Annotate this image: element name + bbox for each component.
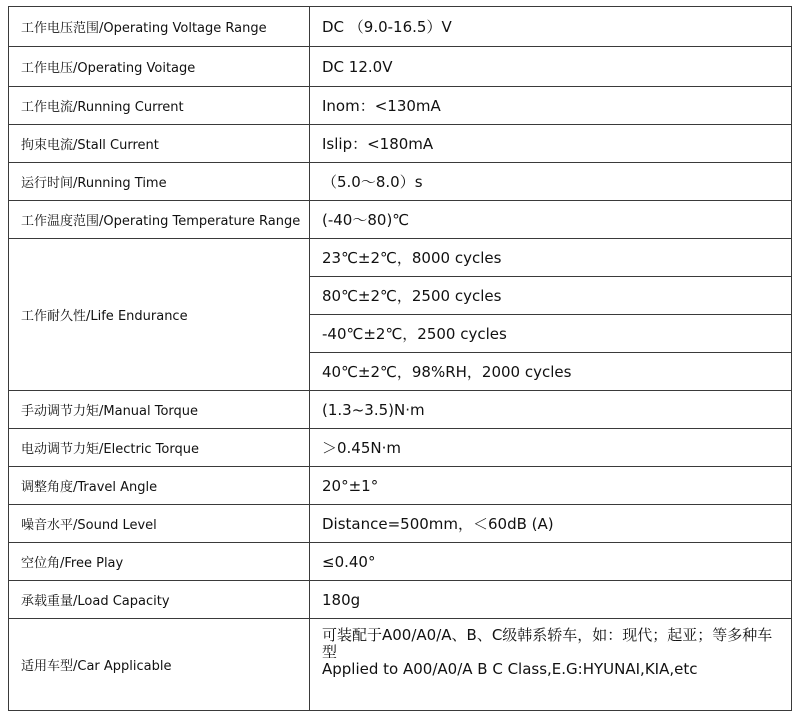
spec-label: 工作温度范围/Operating Temperature Range — [9, 201, 310, 239]
spec-label: 工作电流/Running Current — [9, 87, 310, 125]
spec-label: 工作电压范围/Operating Voltage Range — [9, 7, 310, 47]
spec-value: Islip：<180mA — [310, 125, 792, 163]
spec-label: 空位角/Free Play — [9, 543, 310, 581]
spec-label: 噪音水平/Sound Level — [9, 505, 310, 543]
table-row — [9, 581, 792, 619]
spec-value: ＞0.45N·m — [310, 429, 792, 467]
spec-value: Distance=500mm，＜60dB (A) — [310, 505, 792, 543]
spec-value: DC 12.0V — [310, 47, 792, 87]
spec-label: 承载重量/Load Capacity — [9, 581, 310, 619]
spec-label: 工作耐久性/Life Endurance — [9, 239, 310, 391]
table-row — [9, 7, 792, 47]
spec-value: 20°±1° — [310, 467, 792, 505]
spec-value: 80℃±2℃，2500 cycles — [310, 277, 792, 315]
table-row — [9, 163, 792, 201]
table-row — [9, 429, 792, 467]
spec-value: 40℃±2℃，98%RH，2000 cycles — [310, 353, 792, 391]
spec-label: 电动调节力矩/Electric Torque — [9, 429, 310, 467]
table-row — [9, 125, 792, 163]
table-row — [9, 467, 792, 505]
spec-label: 适用车型/Car Applicable — [9, 619, 310, 711]
spec-value: (-40～80)℃ — [310, 201, 792, 239]
spec-value: ≤0.40° — [310, 543, 792, 581]
table-row — [9, 87, 792, 125]
spec-value — [310, 619, 792, 711]
car-applicable-english: Applied to A00/A0/A B C Class,E.G:HYUNAI,KIA,etc — [322, 660, 698, 678]
spec-label: 调整角度/Travel Angle — [9, 467, 310, 505]
spec-value: 23℃±2℃，8000 cycles — [310, 239, 792, 277]
table-row — [9, 239, 792, 277]
table-row — [9, 505, 792, 543]
spec-value: -40℃±2℃，2500 cycles — [310, 315, 792, 353]
table-row — [9, 47, 792, 87]
table-row — [9, 619, 792, 711]
car-applicable-chinese: 可装配于A00/A0/A、B、C级韩系轿车，如：现代；起亚；等多种车型 — [322, 626, 773, 661]
table-row — [9, 391, 792, 429]
table-row — [9, 201, 792, 239]
table-row — [9, 543, 792, 581]
spec-label: 手动调节力矩/Manual Torque — [9, 391, 310, 429]
spec-value: Inom：<130mA — [310, 87, 792, 125]
spec-value: （5.0～8.0）s — [310, 163, 792, 201]
spec-label: 拘束电流/Stall Current — [9, 125, 310, 163]
spec-value: (1.3~3.5)N·m — [310, 391, 792, 429]
spec-label: 工作电压/Operating Voitage — [9, 47, 310, 87]
spec-label: 运行时间/Running Time — [9, 163, 310, 201]
specification-table — [8, 6, 792, 711]
spec-value: 180g — [310, 581, 792, 619]
spec-value: DC （9.0-16.5）V — [310, 7, 792, 47]
